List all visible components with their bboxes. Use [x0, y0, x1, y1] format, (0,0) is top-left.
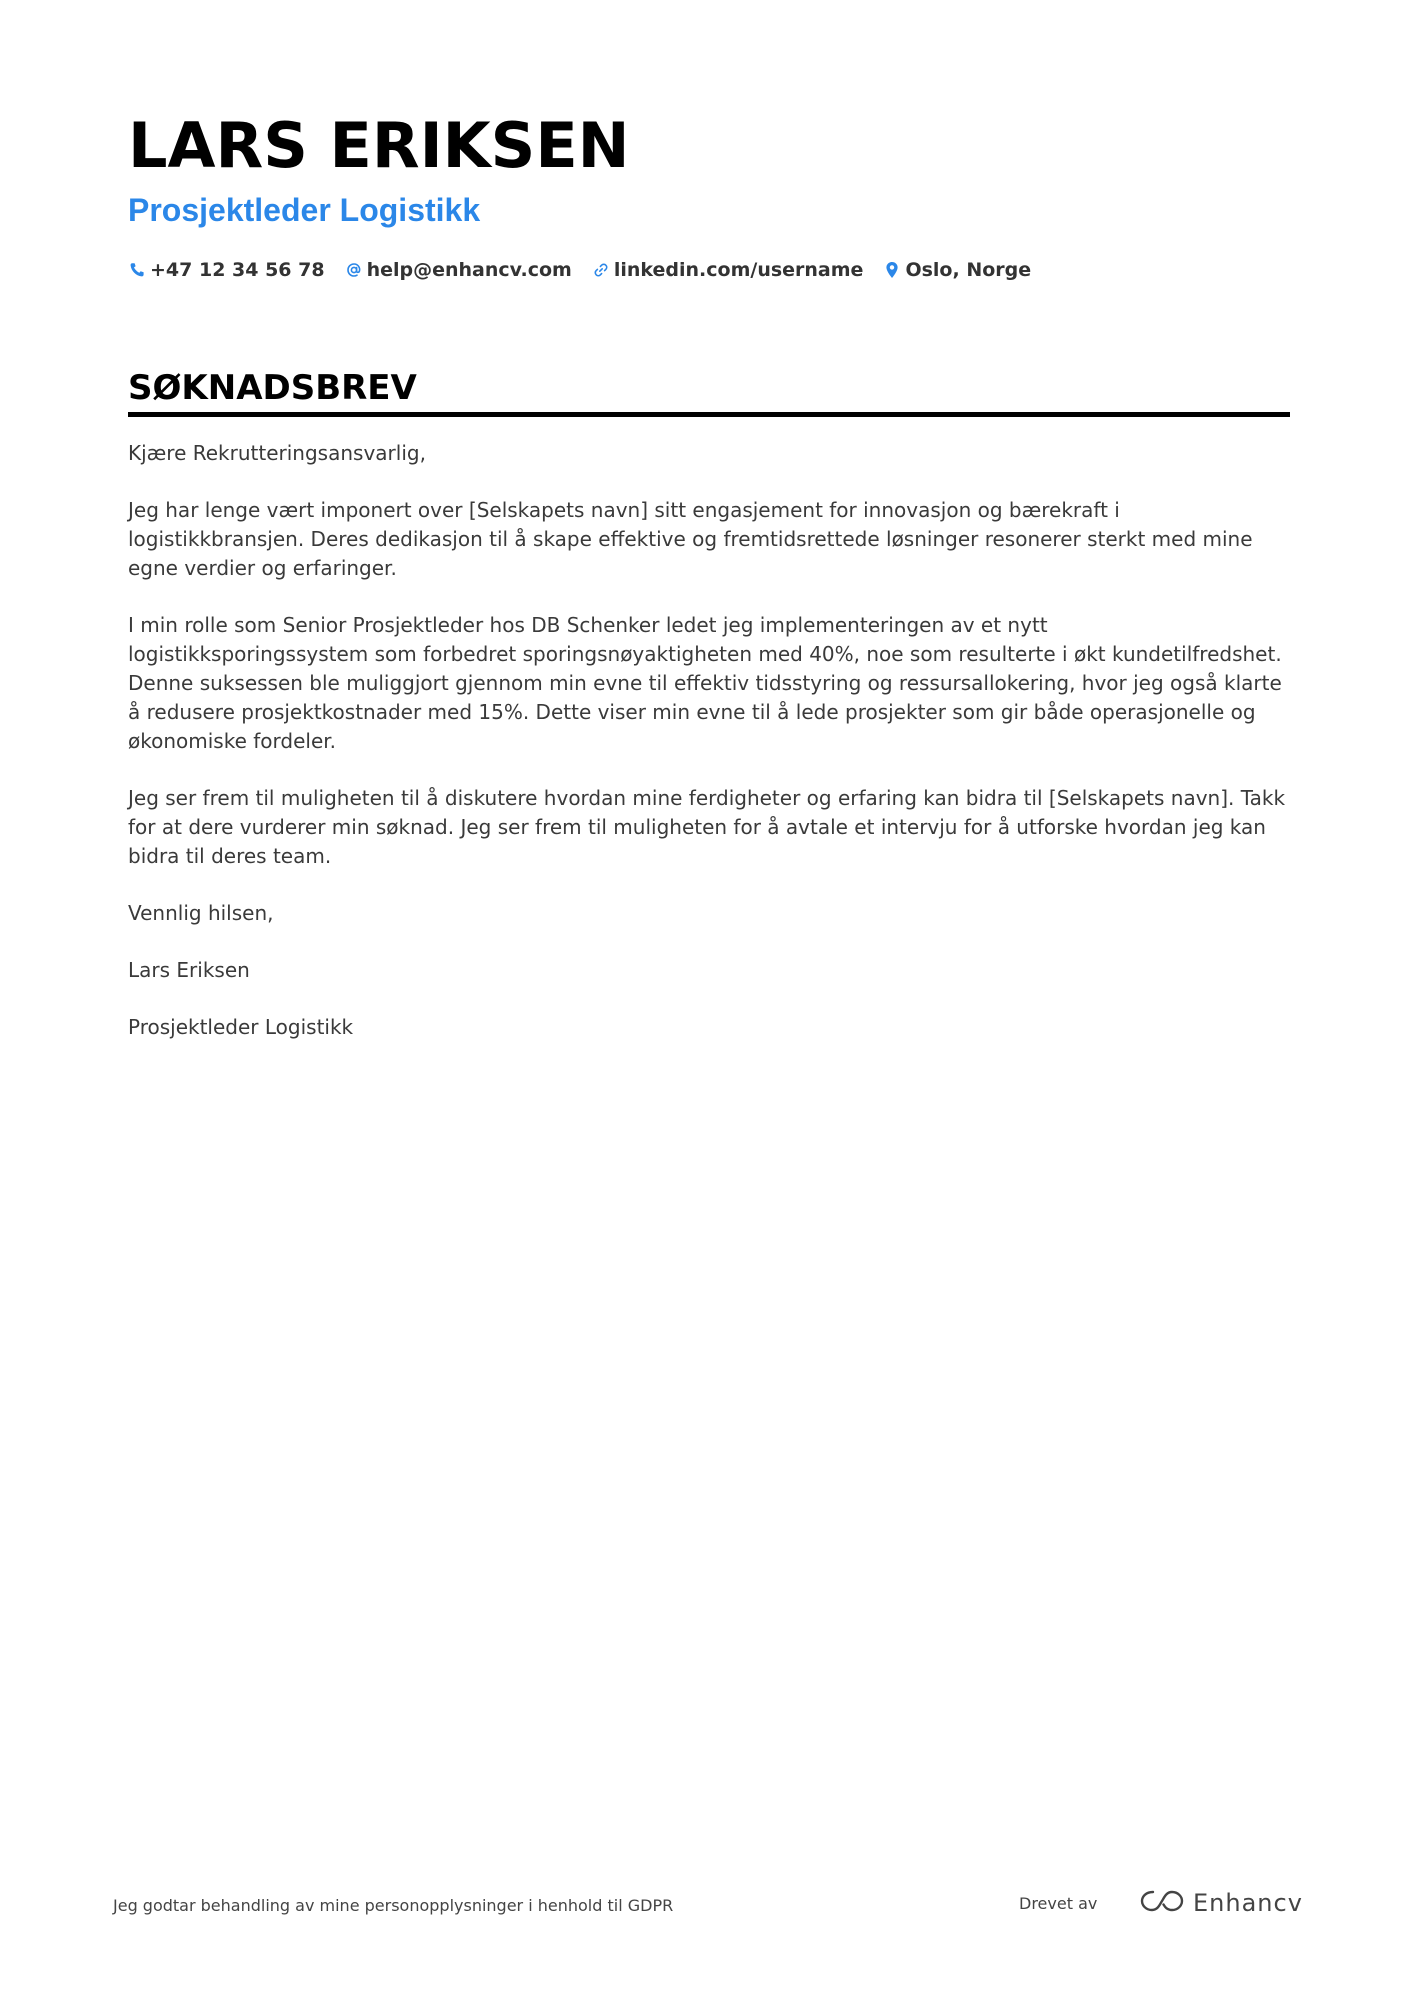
signature-title: Prosjektleder Logistikk — [128, 1015, 354, 1039]
signature-name: Lars Eriksen — [128, 958, 250, 982]
letter-closing: Vennlig hilsen, — [128, 901, 274, 925]
letter-paragraph: Jeg ser frem til muligheten til å diskutere hvordan mine ferdigheter og erfaring kan bidra til [Selskapets navn]. Takk for at dere vurderer min søknad. Jeg ser frem til muligheten for å avtale et intervju for å utforske hvordan jeg kan bidra til deres team. — [128, 786, 1286, 868]
linkedin-link[interactable]: linkedin.com/username — [613, 259, 864, 281]
letter-body — [128, 439, 1290, 1042]
section-divider — [128, 412, 1290, 417]
contact-phone — [128, 256, 325, 284]
phone-icon — [128, 260, 146, 280]
contact-email[interactable] — [345, 256, 572, 284]
gdpr-consent-text: Jeg godtar behandling av mine personopplysninger i henhold til GDPR — [113, 1896, 674, 1915]
location-text: Oslo, Norge — [905, 259, 1032, 281]
at-icon — [345, 260, 363, 280]
letter-paragraph: I min rolle som Senior Prosjektleder hos DB Schenker ledet jeg implementeringen av et nytt logistikksporingssystem som forbedret sporingsnøyaktigheten med 40%, noe som resulterte i økt kundetilfredshet. Denne suksessen ble muliggjort gjennom min evne til effektiv tidsstyring og ressursallokering, hvor jeg også klarte å redusere prosjektkostnader med 15%. Dette viser min evne til å lede prosjekter som gir både operasjonelle og økonomiske fordeler. — [128, 613, 1282, 753]
phone-text: +47 12 34 56 78 — [150, 259, 325, 281]
applicant-name: LARS ERIKSEN — [128, 109, 630, 182]
footer — [113, 1884, 1303, 1924]
job-title: Prosjektleder Logistikk — [128, 192, 481, 228]
enhancv-brand[interactable] — [1139, 1886, 1303, 1920]
map-pin-icon — [883, 260, 901, 280]
section-title: SØKNADSBREV — [128, 368, 417, 408]
cover-letter-section — [128, 366, 1290, 1070]
contact-location — [883, 256, 1031, 284]
link-icon — [592, 260, 610, 280]
letter-greeting: Kjære Rekrutteringsansvarlig, — [128, 441, 426, 465]
letter-paragraph: Jeg har lenge vært imponert over [Selskapets navn] sitt engasjement for innovasjon og bærekraft i logistikkbransjen. Deres dedikasjon til å skape effektive og fremtidsrettede løsninger resonerer sterkt med mine egne verdier og erfaringer. — [128, 498, 1253, 580]
contact-linkedin[interactable] — [592, 256, 864, 284]
enhancv-logo-icon — [1139, 1888, 1185, 1918]
contact-bar — [128, 256, 1288, 284]
header — [128, 108, 1288, 284]
powered-by-label: Drevet av — [1019, 1894, 1098, 1913]
brand-name: Enhancv — [1193, 1889, 1303, 1917]
email-link[interactable]: help@enhancv.com — [366, 259, 572, 281]
